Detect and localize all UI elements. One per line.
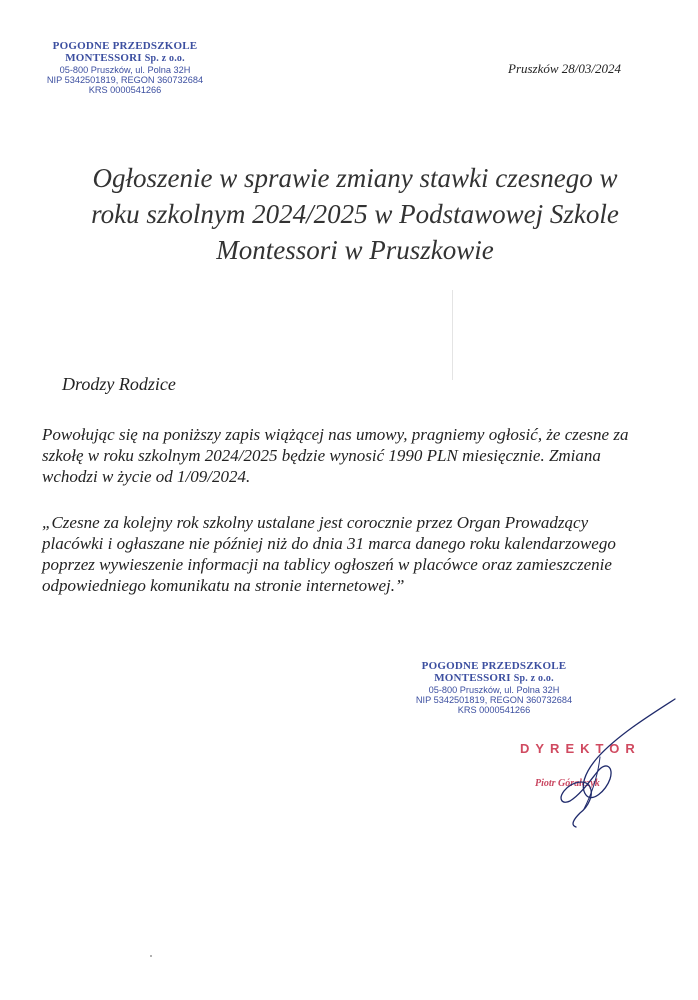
stamp-krs: KRS 0000541266 xyxy=(88,85,162,96)
document-date: Pruszków 28/03/2024 xyxy=(508,61,622,76)
greeting: Drodzy Rodzice xyxy=(62,374,176,394)
company-stamp-top xyxy=(40,40,210,96)
stamp-company-type: Sp. z o.o. xyxy=(144,53,185,65)
scan-artifact xyxy=(452,290,453,380)
contract-quote-paragraph: „Czesne za kolejny rok szkolny ustalane jest corocznie przez Organ Prowadzący placówki i ogłaszane nie później niż do dnia 31 marca danego roku kalendarzowego poprzez wywieszenie informacji na tablicy ogłoszeń w placówce oraz zamieszczenie odpowiedniego komunikatu na stronie internetowej.” xyxy=(42,513,616,595)
handwritten-signature xyxy=(540,695,680,830)
stamp-company-type: Sp. z o.o. xyxy=(513,673,554,685)
stamp-line-name: POGODNE PRZEDSZKOLE xyxy=(52,40,198,52)
stamp-montessori: MONTESSORI xyxy=(434,672,511,685)
director-stamp-role: DYREKTOR xyxy=(520,741,641,756)
stamp-krs: KRS 0000541266 xyxy=(457,705,531,716)
director-stamp-name: Piotr Górałczyk xyxy=(535,778,600,789)
stamp-address: 05-800 Pruszków, ul. Polna 32H xyxy=(59,64,191,75)
scan-dot xyxy=(150,955,152,957)
stamp-montessori: MONTESSORI xyxy=(65,52,142,65)
stamp-line-name: POGODNE PRZEDSZKOLE xyxy=(421,660,567,672)
stamp-address: 05-800 Pruszków, ul. Polna 32H xyxy=(428,684,560,695)
stamp-tax-ids: NIP 5342501819, REGON 360732684 xyxy=(46,74,204,85)
stamp-line-montessori xyxy=(405,672,583,684)
announcement-paragraph: Powołując się na poniższy zapis wiążącej nas umowy, pragniemy ogłosić, że czesne za szkołę w roku szkolnym 2024/2025 będzie wynosić 1990 PLN miesięcznie. Zmiana wchodzi w życie od 1/09/2024. xyxy=(42,425,629,486)
stamp-tax-ids: NIP 5342501819, REGON 360732684 xyxy=(415,694,573,705)
document-title: Ogłoszenie w sprawie zmiany stawki czesnego w roku szkolnym 2024/2025 w Podstawowej Szkole Montessori w Pruszkowie xyxy=(91,163,619,265)
stamp-line-montessori xyxy=(40,52,210,64)
